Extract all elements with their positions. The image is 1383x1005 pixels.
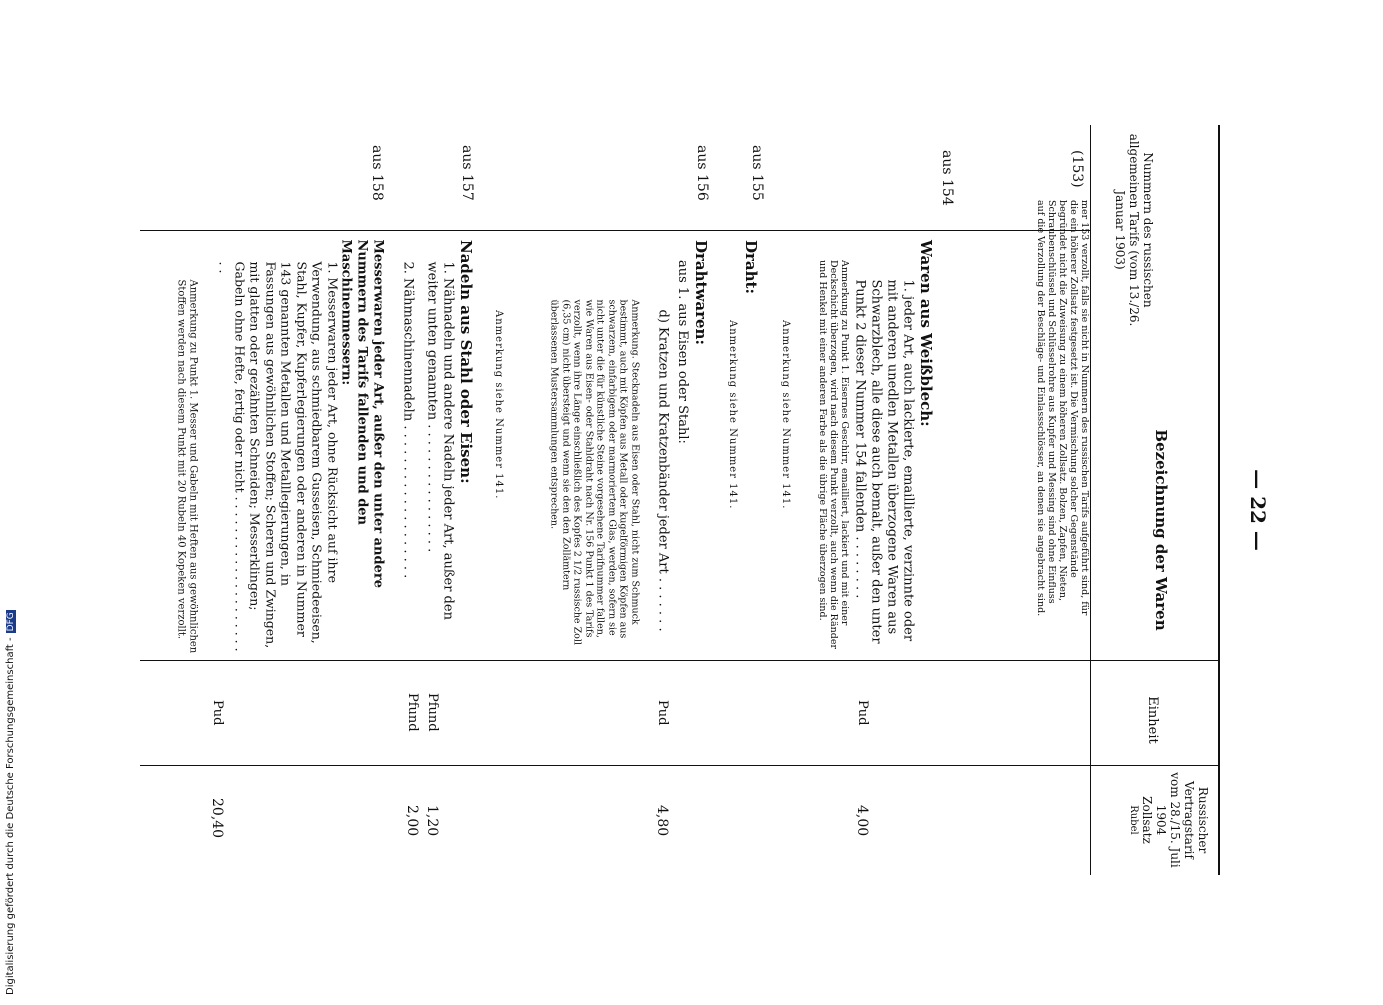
entry-154-note-2: Anmerkung siehe Nummer 141. xyxy=(780,320,791,510)
code-156: aus 156 xyxy=(694,145,710,201)
page-number-vert: — 22 — xyxy=(1246,469,1270,551)
unit-157-2: Pfund xyxy=(405,693,420,732)
code-158: aus 158 xyxy=(369,145,385,201)
entry-155-title: Draht: xyxy=(742,240,760,295)
rule-v2 xyxy=(140,660,1220,661)
code-153: (153) xyxy=(1069,150,1085,188)
entry-156-note-2: Anmerkung siehe Nummer 141. xyxy=(493,310,504,500)
entry-154-note-1: Anmerkung zu Punkt 1. Eisernes Geschirr, emailliert, lackiert und mit einer Deckschicht überzogen, wird nach diesem Punkt verzollt, auch wenn die Ränder und Henkel mit einer anderen Farbe als die übrige Fläche überzogen sind. xyxy=(817,260,850,650)
entry-155-note: Anmerkung siehe Nummer 141. xyxy=(727,320,738,510)
rule-v3 xyxy=(140,765,1220,766)
entry-158-title: Messerwaren jeder Art, außer den unter andere Nummern des Tarifs fallenden und den Maschinenmessern: xyxy=(338,239,386,588)
header-col-1-vert: Nummern des russischen allgemeinen Tarifs (vom 13./26. Januar 1903) xyxy=(1113,133,1155,327)
rule-v1 xyxy=(140,230,1090,231)
value-157-1: 1,20 xyxy=(424,805,440,837)
unit-158: Pud xyxy=(210,700,225,726)
dfg-logo: DFG xyxy=(6,612,16,632)
code-154: aus 154 xyxy=(939,150,955,206)
entry-154-title: Waren aus Weißblech: xyxy=(917,240,935,427)
entry-154-item-1: 1. jeder Art, auch lackierte, emaillierte, verzinnte oder mit anderen unedlen Metallen überzogene Waren aus Schwarzblech, alle diese auch bemalt, außer den unter Punkt 2 dieser Nummer 154 fallenden . . . . . . . . xyxy=(852,279,916,644)
entry-158-item-1: 1. Messerwaren jeder Art, ohne Rücksicht auf ihre Verwendung, aus schmiedbarem Gusseisen, Schmiedeeisen, Stahl, Kupfer, Kupferlegierungen oder anderen in Nummer 143 genannten Metallen und Metalllegierungen, in Fassungen aus gewöhnlichen Stoffen; Scheren und Zwingen, mit glatten oder gezähnten Schneiden; Messerklingen; Gabeln ohne Hefte, fertig oder nicht . . . . . . . . . . . . . . . . . . . . . . xyxy=(217,261,341,652)
header-col-4-vert: Russischer Vertragstarif vom 28./15. Juli 1904 Zollsatz Rubel xyxy=(1128,772,1210,868)
entry-156-note-1: Anmerkung. Stecknadeln aus Eisen oder Stahl, nicht zum Schmuck bestimmt, auch mit Köpfen aus Metall oder kugelförmigen Köpfen aus schwarzem, einfarbigem oder marmoriertem Glas, werden, sofern sie nicht unter die für künstliche Steine vorgesehene Tarifnummer fallen, wie Waren aus Eisen- oder Stahldraht nach Nr. 156 Punkt 1 des Tarifs verzollt, wenn ihre Länge einschließlich des Kopfes 2 1/2 russische Zoll (6,35 cm) nicht übersteigt und wenn sie den den Zollämtern überlassenen Mustersammlungen entsprechen. xyxy=(549,299,641,645)
header-col-2-vert: Bezeichnung der Waren xyxy=(1152,429,1170,631)
unit-154: Pud xyxy=(855,700,870,726)
rule-header xyxy=(1090,125,1091,875)
entry-158-note-1: Anmerkung zu Punkt 1. Messer und Gabeln mit Heften aus gewöhnlichen Stoffen werden nach diesem Punkt mit 20 Rubeln 40 Kopeken verzollt. xyxy=(175,279,199,654)
entry-156-item-2: d) Kratzen und Kratzenbänder jeder Art . . . . . . . xyxy=(655,309,671,632)
rule-top xyxy=(1218,125,1220,875)
value-154: 4,00 xyxy=(854,805,870,837)
unit-156: Pud xyxy=(655,700,670,726)
value-158: 20,40 xyxy=(209,798,225,839)
entry-157-title: Nadeln aus Stahl oder Eisen: xyxy=(457,240,475,484)
code-157: aus 157 xyxy=(459,145,475,201)
unit-157-1: Pfund xyxy=(425,693,440,732)
entry-157-item-2: 2. Nähmaschinennadeln . . . . . . . . . . . . . . . . . . . xyxy=(400,261,416,579)
code-155: aus 155 xyxy=(749,145,765,201)
value-157-2: 2,00 xyxy=(404,805,420,837)
continuation-text: mer 153 verzollt, falls sie nicht in Nummern des russischen Tarifs aufgeführt sind, für die ein höherer Zollsatz festgesetzt ist. Die Vermischung solcher Gegenstände begründet nicht die Zuweisung zu einem höheren Zollsatz. Bolzen, Zapfen, Nieten, Schraubenschlüssel und Schlüsselrohre aus Kupfer und Messing sind ohne Einfluss auf die Verzollung der Beschläge- und Einlassschlösser, an denen sie angebracht sind. xyxy=(1035,200,1090,617)
entry-157-item-1: 1. Nähnadeln und andere Nadeln jeder Art, außer den weiter unten genannten . . . . . . . . . . . . . . . . xyxy=(424,261,456,620)
value-156: 4,80 xyxy=(654,805,670,837)
header-col-3-vert: Einheit xyxy=(1145,696,1160,744)
entry-156-item-1: aus 1. aus Eisen oder Stahl: xyxy=(675,260,690,444)
sidebar-credit-text: Digitalisierung gefördert durch die Deutsche Forschungsgemeinschaft -DFG xyxy=(5,612,16,995)
entry-156-title: Drahtwaren: xyxy=(692,240,710,345)
